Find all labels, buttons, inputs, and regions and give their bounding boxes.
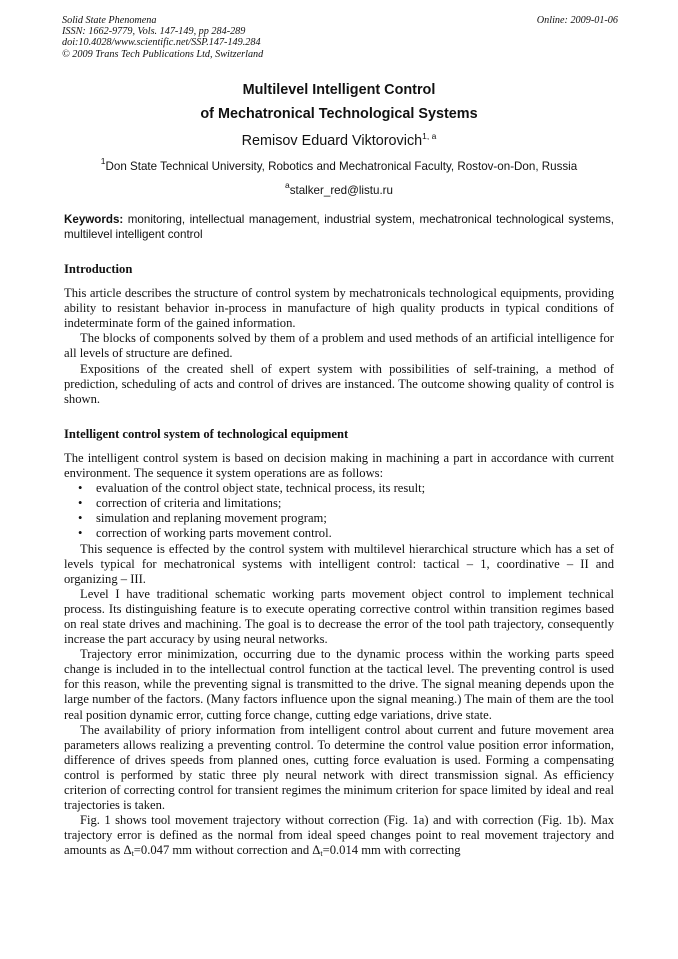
- online-date: Online: 2009-01-06: [536, 15, 618, 26]
- article-body: [64, 262, 614, 861]
- keywords: [64, 212, 614, 242]
- section-paragraph-3: Level I have traditional schematic working parts movement object control to implement technical process. Its distinguishing feature is to execute operating corrective control within transition regimes based on real state drives and machining. The goal is to decrease the error of the tool path trajectory, consequently increase the part accuracy by using neural networks.: [64, 586, 614, 647]
- intro-paragraph-3: Expositions of the created shell of expert system with possibilities of self-training, a method of prediction, scheduling of acts and control of drives are instanced. The outcome showing quality of control is shown.: [64, 361, 614, 406]
- author-name: Remisov Eduard Viktorovich: [241, 133, 423, 149]
- issn-line: ISSN: 1662-9779, Vols. 147-149, pp 284-289: [62, 26, 246, 38]
- list-item: • simulation and replaning movement program;: [78, 511, 327, 526]
- section-paragraph-5: The availability of priory information from intelligent control about current and future movement area parameters allows realizing a preventing control. To determine the control value position error information, difference of drives speeds from planned ones, cutting force evaluation is used. Forming a compensating control is performed by static three ply neural network with direct transmission signal. As efficiency criterion of correcting control for transient regimes the minimum criterion for space limited by ideal and real trajectories is taken.: [64, 722, 614, 813]
- list-item: • correction of working parts movement control.: [78, 526, 332, 541]
- keywords-label: Keywords:: [64, 213, 124, 226]
- copyright-line: © 2009 Trans Tech Publications Ltd, Switzerland: [62, 48, 264, 60]
- affiliation-text: Don State Technical University, Robotics and Mechatronical Faculty, Rostov-on-Don, Russia: [105, 160, 578, 173]
- section-paragraph-2: This sequence is effected by the control system with multilevel hierarchical structure which has a set of levels typical for mechatronical systems with intelligent control: tactical – 1, coordinative – II and organizing – III.: [64, 541, 614, 586]
- bullet-icon: •: [78, 496, 83, 511]
- section-paragraph-1: The intelligent control system is based on decision making in machining a part in accordance with current environment. The sequence it system operations are as follows:: [64, 450, 614, 481]
- author-email: [0, 180, 678, 197]
- section-paragraph-6: Fig. 1 shows tool movement trajectory without correction (Fig. 1a) and with correction (Fig. 1b). Max trajectory error is defined as the normal from ideal speed changes point to real movement trajectory and amounts as $\Delta_t=0.047$ mm without correction and $\Delta_t=0.014$ mm with correcting: [64, 813, 614, 859]
- email-superscript: a: [284, 180, 290, 190]
- bullet-icon: •: [78, 511, 83, 526]
- affiliation-superscript: 1: [100, 156, 106, 166]
- section-heading: Intelligent control system of technological equipment: [64, 426, 349, 441]
- author-superscript: 1, a: [422, 131, 437, 141]
- operations-list: [64, 481, 614, 541]
- list-item: • correction of criteria and limitations;: [78, 496, 282, 511]
- doi-line: doi:10.4028/www.scientific.net/SSP.147-149.284: [62, 37, 261, 49]
- keywords-text: monitoring, intellectual management, industrial system, mechatronical technological systems, multilevel intelligent control: [64, 213, 614, 241]
- list-item: • evaluation of the control object state, technical process, its result;: [78, 481, 426, 496]
- introduction-heading: Introduction: [64, 262, 133, 276]
- email-text: stalker_red@listu.ru: [289, 184, 393, 197]
- bullet-icon: •: [78, 481, 83, 496]
- article-title-line-2: of Mechatronical Technological Systems: [200, 106, 478, 122]
- journal-name: Solid State Phenomena: [62, 15, 157, 26]
- author: [0, 131, 678, 149]
- article-title-line-1: Multilevel Intelligent Control: [242, 82, 436, 98]
- bullet-icon: •: [78, 526, 83, 541]
- journal-metadata: [62, 15, 618, 60]
- intro-paragraph-2: The blocks of components solved by them of a problem and used methods of an artificial intelligence for all levels of structure are defined.: [64, 331, 614, 361]
- intro-paragraph-1: This article describes the structure of control system by mechatronicals technological equipments, providing ability to resistant behavior in-process in manufacture of high quality products in typical conditions of indeterminate form of the gained information.: [64, 286, 614, 331]
- section-paragraph-4: Trajectory error minimization, occurring due to the dynamic process within the working parts speed change is included in to the intellectual control function at the tactical level. The preventing control is used for this reason, while the preventing signal is transmitted to the drive. The signal meaning depends upon the large number of the factors. (Many factors influence upon the signal meaning.) The main of them are the tool real position dynamic error, cutting force change, cutting edge variations, drive state.: [64, 647, 614, 722]
- affiliation: [0, 156, 678, 173]
